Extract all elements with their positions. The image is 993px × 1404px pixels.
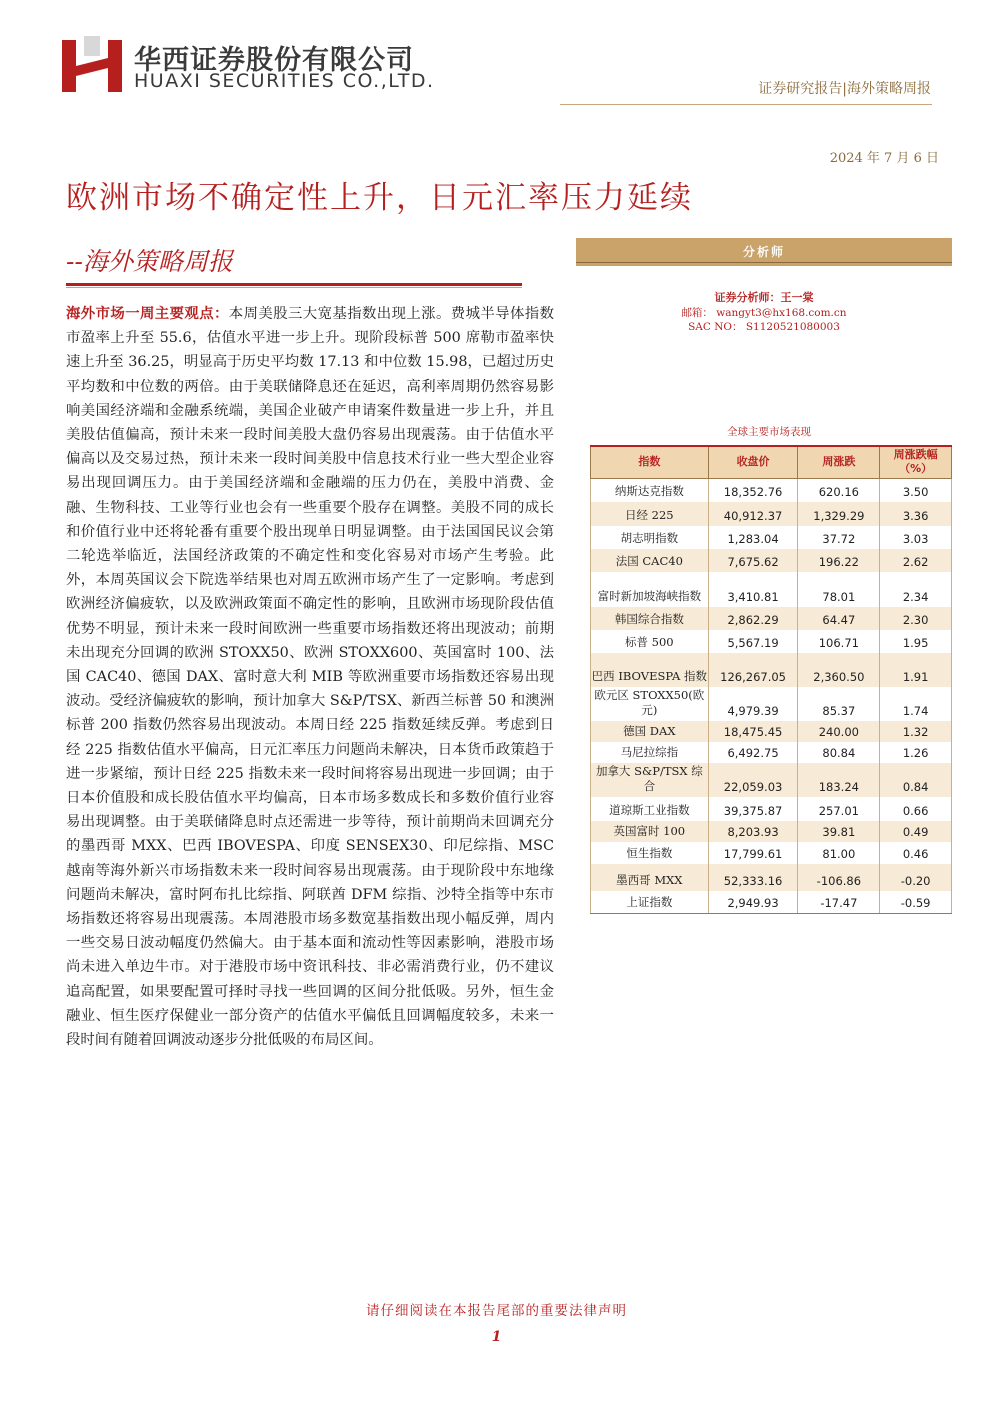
- cell-change: 78.01: [798, 572, 880, 607]
- page-number: 1: [491, 1329, 502, 1345]
- main-paragraph: [66, 302, 554, 1052]
- cell-close: 22,059.03: [708, 763, 798, 797]
- cell-close: 2,862.29: [708, 607, 798, 630]
- cell-change: 257.01: [798, 797, 880, 821]
- cell-change: 196.22: [798, 549, 880, 572]
- cell-change-pct: 0.66: [880, 797, 952, 821]
- cell-index-name: 纳斯达克指数: [591, 478, 709, 502]
- cell-index-name: 加拿大 S&P/TSX 综合: [591, 763, 709, 797]
- paragraph-lead: 海外市场一周主要观点：: [66, 305, 229, 322]
- cell-close: 6,492.75: [708, 742, 798, 763]
- paragraph-body: 本周美股三大宽基指数出现上涨。费城半导体指数市盈率上升至 55.6，估值水平进一步上升。现阶段标普 500 席勒市盈率快速上升至 36.25，明显高于历史平均数 17.13 和中位数 15.98，已超过历史平均数和中位数的两倍。由于美联储降息还在延迟，高利率周期仍然容易影响美国经济端和金融系统端，美国企业破产申请案件数量进一步上升，并且美股估值偏高，预计未来一段时间美股大盘仍容易出现震荡。由于估值水平偏高以及交易过热，预计未来一段时间美股中信息技术行业一些大型企业容易出现回调压力。由于美国经济端和金融端的压力仍在，美股中消费、金融、生物科技、工业等行业也会有一些重要个股存在调整。美股不同的成长和价值行业中还将轮番有重要个股出现单日明显调整。由于法国国民议会第二轮选举临近，法国经济政策的不确定性和变化容易对市场产生考验。此外，本周英国议会下院选举结果也对周五欧洲市场产生了一定影响。考虑到欧洲经济偏疲软，以及欧洲政策面不确定性的影响，且欧洲市场现阶段估值优势不明显，预计未来一段时间欧洲一些重要市场指数还将出现波动；前期未出现充分回调的欧洲 STOXX50、欧洲 STOXX600、英国富时 100、法国 CAC40、德国 DAX、富时意大利 MIB 等欧洲重要市场指数还容易出现波动。受经济偏疲软的影响，预计加拿大 S&P/TSX、新西兰标普 50 和澳洲标普 200 指数仍然容易出现波动。本周日经 225 指数延续反弹。考虑到日经 225 指数估值水平偏高，日元汇率压力问题尚未解决，日本货币政策趋于进一步紧缩，预计日经 225 指数未来一段时间将容易出现进一步回调；由于日本价值股和成长股估值水平均偏高，日本市场多数成长和多数价值行业容易出现调整。由于美联储降息时点还需进一步等待，预计前期尚未回调充分的墨西哥 MXX、巴西 IBOVESPA、印度 SENSEX30、印尼综指、MSC 越南等海外新兴市场指数未来一段时间容易出现震荡。由于现阶段中东地缘问题尚未解决，富时阿布扎比综指、阿联酋 DFM 综指、沙特全指等中东市场指数还将容易出现震荡。本周港股市场多数宽基指数出现小幅反弹，周内一些交易日波动幅度仍然偏大。由于基本面和流动性等因素影响，港股市场尚未进入单边牛市。对于港股市场中资讯科技、非必需消费行业，仍不建议追高配置，如果要配置可择时寻找一些回调的区间分批低吸。另外，恒生金融业、恒生医疗保健业一部分资产的估值水平偏低且回调幅度较多，未来一段时间有随着回调波动逐步分批低吸的布局区间。: [66, 306, 554, 1049]
- cell-close: 18,475.45: [708, 721, 798, 742]
- cell-close: 126,267.05: [708, 653, 798, 687]
- table-row: [591, 842, 952, 864]
- cell-index-name: 德国 DAX: [591, 721, 709, 742]
- cell-index-name: 韩国综合指数: [591, 607, 709, 630]
- market-table-title: 全球主要市场表现: [727, 426, 811, 438]
- analyst-sac-number: SAC NO： S1120521080003: [688, 321, 840, 333]
- cell-index-name: 日经 225: [591, 502, 709, 526]
- cell-change-pct: 2.34: [880, 572, 952, 607]
- cell-close: 5,567.19: [708, 630, 798, 653]
- header-index: 指数: [591, 446, 709, 478]
- cell-change: 37.72: [798, 526, 880, 549]
- table-row: [591, 526, 952, 549]
- cell-change-pct: -0.20: [880, 864, 952, 891]
- table-row: [591, 891, 952, 913]
- cell-index-name: 道琼斯工业指数: [591, 797, 709, 821]
- report-type: 证券研究报告|海外策略周报: [758, 81, 931, 97]
- cell-change: 1,329.29: [798, 502, 880, 526]
- cell-index-name: 巴西 IBOVESPA 指数: [591, 653, 709, 687]
- cell-index-name: 富时新加坡海峡指数: [591, 572, 709, 607]
- cell-change-pct: 0.49: [880, 821, 952, 842]
- cell-change: 64.47: [798, 607, 880, 630]
- company-name-cn: 华西证券股份有限公司: [134, 45, 414, 76]
- header-close: 收盘价: [708, 446, 798, 478]
- cell-change: -106.86: [798, 864, 880, 891]
- table-row: [591, 797, 952, 821]
- cell-close: 2,949.93: [708, 891, 798, 913]
- cell-close: 1,283.04: [708, 526, 798, 549]
- cell-index-name: 马尼拉综指: [591, 742, 709, 763]
- cell-index-name: 英国富时 100: [591, 821, 709, 842]
- cell-close: 8,203.93: [708, 821, 798, 842]
- cell-index-name: 墨西哥 MXX: [591, 864, 709, 891]
- analyst-name: 证券分析师：王一棠: [714, 291, 814, 304]
- report-subtitle: --海外策略周报: [66, 247, 233, 276]
- cell-change: 183.24: [798, 763, 880, 797]
- cell-index-name: 法国 CAC40: [591, 549, 709, 572]
- company-name-en: HUAXI SECURITIES CO.,LTD.: [134, 70, 435, 92]
- cell-close: 17,799.61: [708, 842, 798, 864]
- analyst-box-title: 分析师: [576, 238, 952, 266]
- table-row: [591, 721, 952, 742]
- cell-close: 7,675.62: [708, 549, 798, 572]
- cell-close: 40,912.37: [708, 502, 798, 526]
- cell-change-pct: 0.46: [880, 842, 952, 864]
- cell-close: 4,979.39: [708, 687, 798, 721]
- cell-change-pct: 1.26: [880, 742, 952, 763]
- cell-change-pct: 3.50: [880, 478, 952, 502]
- cell-change: 620.16: [798, 478, 880, 502]
- cell-index-name: 胡志明指数: [591, 526, 709, 549]
- cell-change: 80.84: [798, 742, 880, 763]
- cell-close: 3,410.81: [708, 572, 798, 607]
- cell-change-pct: 2.30: [880, 607, 952, 630]
- cell-index-name: 标普 500: [591, 630, 709, 653]
- cell-change: 81.00: [798, 842, 880, 864]
- cell-change: 85.37: [798, 687, 880, 721]
- cell-change-pct: 1.32: [880, 721, 952, 742]
- table-row: [591, 549, 952, 572]
- table-row: [591, 653, 952, 687]
- table-row: [591, 572, 952, 607]
- cell-change: 106.71: [798, 630, 880, 653]
- table-header-row: [591, 446, 952, 478]
- header-change: 周涨跌: [798, 446, 880, 478]
- table-row: [591, 687, 952, 721]
- cell-change-pct: 1.74: [880, 687, 952, 721]
- cell-index-name: 上证指数: [591, 891, 709, 913]
- table-row: [591, 630, 952, 653]
- cell-change-pct: 3.36: [880, 502, 952, 526]
- table-row: [591, 502, 952, 526]
- cell-change-pct: 3.03: [880, 526, 952, 549]
- table-row: [591, 607, 952, 630]
- header-change-pct: 周涨跌幅（%）: [880, 446, 952, 478]
- cell-close: 52,333.16: [708, 864, 798, 891]
- cell-change: 240.00: [798, 721, 880, 742]
- cell-close: 39,375.87: [708, 797, 798, 821]
- cell-close: 18,352.76: [708, 478, 798, 502]
- subtitle-divider: [66, 283, 522, 286]
- cell-change: -17.47: [798, 891, 880, 913]
- subtitle-divider-thin: [66, 287, 522, 288]
- cell-change-pct: -0.59: [880, 891, 952, 913]
- cell-change: 2,360.50: [798, 653, 880, 687]
- cell-index-name: 欧元区 STOXX50(欧元): [591, 687, 709, 721]
- legal-disclaimer-note: 请仔细阅读在本报告尾部的重要法律声明: [366, 1303, 627, 1319]
- table-row: [591, 742, 952, 763]
- analyst-email[interactable]: 邮箱： wangyt3@hx168.com.cn: [681, 307, 847, 319]
- cell-change-pct: 1.91: [880, 653, 952, 687]
- huaxi-logo-icon: [62, 36, 122, 92]
- cell-index-name: 恒生指数: [591, 842, 709, 864]
- cell-change-pct: 2.62: [880, 549, 952, 572]
- table-row: [591, 864, 952, 891]
- report-title: 欧洲市场不确定性上升，日元汇率压力延续: [66, 180, 693, 216]
- market-performance-table: [590, 445, 952, 914]
- analyst-divider: [576, 262, 952, 263]
- cell-change: 39.81: [798, 821, 880, 842]
- table-row: [591, 478, 952, 502]
- report-date: 2024 年 7 月 6 日: [829, 151, 939, 166]
- cell-change-pct: 0.84: [880, 763, 952, 797]
- table-row: [591, 821, 952, 842]
- table-row: [591, 763, 952, 797]
- header-divider: [560, 104, 932, 105]
- cell-change-pct: 1.95: [880, 630, 952, 653]
